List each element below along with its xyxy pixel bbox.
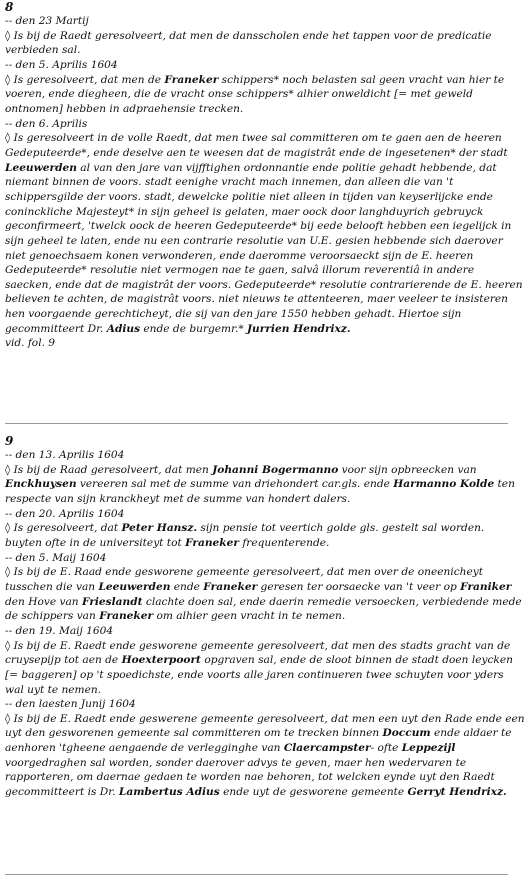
text-run: ◊ Is bij de E. Raad ende gesworene gemeente geresolveert, dat men over de oneenicheyt	[5, 566, 483, 579]
name-emphasis: Leeuwerden	[5, 161, 77, 174]
text-run: schippers* noch belasten sal geen vracht van hier te	[218, 73, 505, 86]
page-number-8: 8	[5, 0, 14, 14]
text-line	[5, 726, 525, 741]
text-run: gecommitteert Dr.	[5, 322, 107, 335]
text-line	[5, 146, 523, 161]
text-run: rapporteren, om daernae gedaen te worden nae behoren, tot welcken eynde uyt den Raedt	[5, 771, 495, 784]
text-run: tusschen die van	[5, 580, 99, 593]
text-run: opgraven sal, ende de sloot binnen de stadt doen leycken	[200, 654, 513, 667]
text-line	[5, 190, 523, 205]
name-emphasis: Claercampster	[283, 742, 371, 755]
text-line	[5, 161, 523, 176]
text-run: niet genoechsaem konen verwonderen, ende daeromme veroorsaeckt sijn de E. heeren	[5, 249, 474, 262]
text-run: voor sijn opbreecken van	[338, 463, 477, 476]
text-run: uyt den gesworenen gemeente sal committeren om te trecken binnen	[5, 727, 383, 740]
name-emphasis: Franiker	[460, 580, 512, 593]
text-run: Gedeputeerde*, ende deselve aen te weesen dat de magistrât ende de ingesetenen* der stadt	[5, 146, 508, 159]
page-9-section	[5, 435, 525, 800]
text-line	[5, 624, 525, 639]
text-run: -- den 5. Aprilis 1604	[5, 58, 118, 71]
section-divider-top	[5, 423, 508, 424]
text-line	[5, 492, 525, 507]
text-line	[5, 668, 525, 683]
text-run: respecte van sijn kranckheyt met de summe van hondert dalers.	[5, 492, 351, 505]
page-8-section	[5, 1, 523, 351]
text-run: ende	[170, 580, 204, 593]
name-emphasis: Enckhuysen	[5, 478, 77, 491]
text-run: de schippers van	[5, 610, 100, 623]
text-run: niemant binnen de voors. stadt eenighe vracht mach innemen, dan alleen die van 't	[5, 176, 454, 189]
text-run: -- den 19. Maij 1604	[5, 624, 114, 637]
name-emphasis: Franeker	[164, 73, 219, 86]
text-run: ten	[494, 478, 515, 491]
name-emphasis: Leppezijl	[401, 742, 456, 755]
text-line	[5, 756, 525, 771]
text-run: vid. fol. 9	[5, 337, 56, 350]
text-run: ende de burgemr.*	[140, 322, 248, 335]
name-emphasis: Franeker	[99, 610, 154, 623]
name-emphasis: Franeker	[185, 536, 239, 549]
text-run: geconfirmeert, 'twelck oock de heeren Gedeputeerde* bij eede belooft hebben een iegelijck in	[5, 220, 512, 233]
text-line	[5, 14, 523, 29]
text-line	[5, 102, 523, 117]
text-line	[5, 785, 525, 800]
text-line	[5, 477, 525, 492]
text-line	[5, 263, 523, 278]
text-run: ◊ Is bij de E. Raedt ende gesworene gemeente geresolveert, dat men des stadts gracht van de	[5, 639, 511, 652]
text-run: ◊ Is bij de Raedt geresolveert, dat men de dansscholen ende het tappen voor de predicatie	[5, 29, 492, 42]
text-run: vereeren sal met de summe van driehondert car.gls. ende	[76, 478, 394, 491]
text-line	[5, 249, 523, 264]
name-emphasis: Leeuwerden	[98, 580, 171, 593]
name-emphasis: Harmanno Kolde	[393, 478, 495, 491]
text-run: hen voorgaende gerechticheyt, die sij van den jare 1550 hebben gehadt. Hiertoe sijn	[5, 308, 462, 321]
text-run: ◊ Is geresolveert, dat	[5, 522, 122, 535]
text-run: ◊ Is geresolveert in de volle Raedt, dat men twee sal committeren om te gaen aen de heeren	[5, 132, 502, 145]
text-run: voeren, ende diegheen, die de vracht onse schippers* alhier onweldicht [= met geweld	[5, 88, 473, 101]
text-line	[5, 580, 525, 595]
text-run: ◊ Is bij de E. Raedt ende geswerene gemeente geresolveert, dat men een uyt den Rade ende een	[5, 712, 525, 725]
text-line	[5, 87, 523, 102]
text-run: believen te achten, de magistrât voors. niet nieuws te attenteeren, maer veeleer te insisteren	[5, 293, 508, 306]
text-line	[5, 653, 525, 668]
text-line	[5, 697, 525, 712]
text-line	[5, 770, 525, 785]
text-line	[5, 741, 525, 756]
text-run: aenhoren 'tgheene aengaende de verlegginghe van	[5, 742, 284, 755]
text-run: -- den 5. Maij 1604	[5, 551, 107, 564]
text-line	[5, 43, 523, 58]
text-line	[5, 609, 525, 624]
text-run: [= baggeren] op 't spoedichste, ende voorts alle jaren continueren twee schuyten voor yders	[5, 668, 504, 681]
text-run: coninckliche Majesteyt* in sijn geheel is gelaten, maer oock door langhduyrich gebruyck	[5, 205, 484, 218]
text-run: voorgedraghen sal worden, sonder daerover advys te geven, maer hen wedervaren te	[5, 756, 467, 769]
name-emphasis: Lambertus Adius	[118, 786, 220, 799]
text-run: - ofte	[370, 742, 402, 755]
text-run: Gedeputeerde* resolutie niet vermogen nae te gaen, salvâ illorum reverentiâ in andere	[5, 264, 475, 277]
text-line	[5, 131, 523, 146]
text-line	[5, 175, 523, 190]
text-line	[5, 639, 525, 654]
text-run: sijn geheel te laten, ende nu een contrarie resolutie van U.E. gesien hebbende sich daerover	[5, 234, 503, 247]
text-line	[5, 307, 523, 322]
text-run: ende aldaer te	[430, 727, 512, 740]
text-line	[5, 565, 525, 580]
text-line	[5, 117, 523, 132]
name-emphasis: Frieslandt	[81, 595, 143, 608]
name-emphasis: Johanni Bogermanno	[212, 463, 339, 476]
text-run: ◊ Is bij de Raad geresolveert, dat men	[5, 463, 213, 476]
page-8-text	[5, 14, 523, 351]
text-line	[5, 73, 523, 88]
text-line	[5, 219, 523, 234]
name-emphasis: Hoexterpoort	[121, 654, 201, 667]
name-emphasis: Gerryt Hendrixz.	[407, 786, 507, 799]
text-run: al van den jare van vijfftighen ordonnantie ende politie gehadt hebbende, dat	[76, 161, 497, 174]
text-line	[5, 205, 523, 220]
text-run: saecken, ende dat de magistrât der voors. Gedeputeerde* resolutie contrarierende de E. heeren	[5, 278, 523, 291]
text-run: verbieden sal.	[5, 44, 81, 57]
text-run: -- den laesten Junij 1604	[5, 698, 136, 711]
text-run: ende uyt de gesworene gemeente	[219, 786, 408, 799]
text-run: om alhier geen vracht in te nemen.	[153, 610, 346, 623]
text-run: gecommitteert is Dr.	[5, 786, 119, 799]
text-line	[5, 595, 525, 610]
text-run: frequenterende.	[238, 536, 330, 549]
text-run: schippersgilde der voors. stadt, dewelcke politie niet alleen in tijden van keyserlijcke ende	[5, 190, 493, 203]
name-emphasis: Doccum	[382, 727, 431, 740]
text-line	[5, 507, 525, 522]
text-run: -- den 13. Aprilis 1604	[5, 449, 125, 461]
text-run: geresen ter oorsaecke van 't veer op	[257, 580, 461, 593]
name-emphasis: Franeker	[203, 580, 258, 593]
text-line	[5, 336, 523, 351]
page-9-text	[5, 448, 525, 800]
text-run: ontnomen] hebben in adpraehensie trecken.	[5, 102, 244, 115]
text-line	[5, 322, 523, 337]
text-line	[5, 551, 525, 566]
text-run: buyten ofte in de universiteyt tot	[5, 536, 186, 549]
text-line	[5, 29, 523, 44]
text-line	[5, 521, 525, 536]
text-run: cruysepijp tot aen de	[5, 654, 122, 667]
text-run: -- den 20. Aprilis 1604	[5, 507, 125, 520]
text-line	[5, 448, 525, 463]
name-emphasis: Adius	[106, 322, 141, 335]
page-number-9: 9	[5, 434, 14, 448]
text-line	[5, 536, 525, 551]
name-emphasis: Jurrien Hendrixz.	[247, 322, 351, 335]
name-emphasis: Peter Hansz.	[121, 522, 198, 535]
text-line	[5, 234, 523, 249]
text-line	[5, 683, 525, 698]
text-run: den Hove van	[5, 595, 82, 608]
text-run: -- den 6. Aprilis	[5, 117, 88, 130]
text-line	[5, 712, 525, 727]
text-line	[5, 58, 523, 73]
text-run: sijn pensie tot veertich golde gls. gestelt sal worden.	[197, 522, 485, 535]
text-line	[5, 292, 523, 307]
text-line	[5, 463, 525, 478]
text-line	[5, 278, 523, 293]
section-divider-bottom	[5, 874, 508, 875]
text-run: clachte doen sal, ende daerin remedie versoecken, verbiedende mede	[142, 595, 522, 608]
text-run: wal uyt te nemen.	[5, 683, 102, 696]
text-run: -- den 23 Martij	[5, 15, 89, 27]
text-run: ◊ Is geresolveert, dat men de	[5, 73, 165, 86]
